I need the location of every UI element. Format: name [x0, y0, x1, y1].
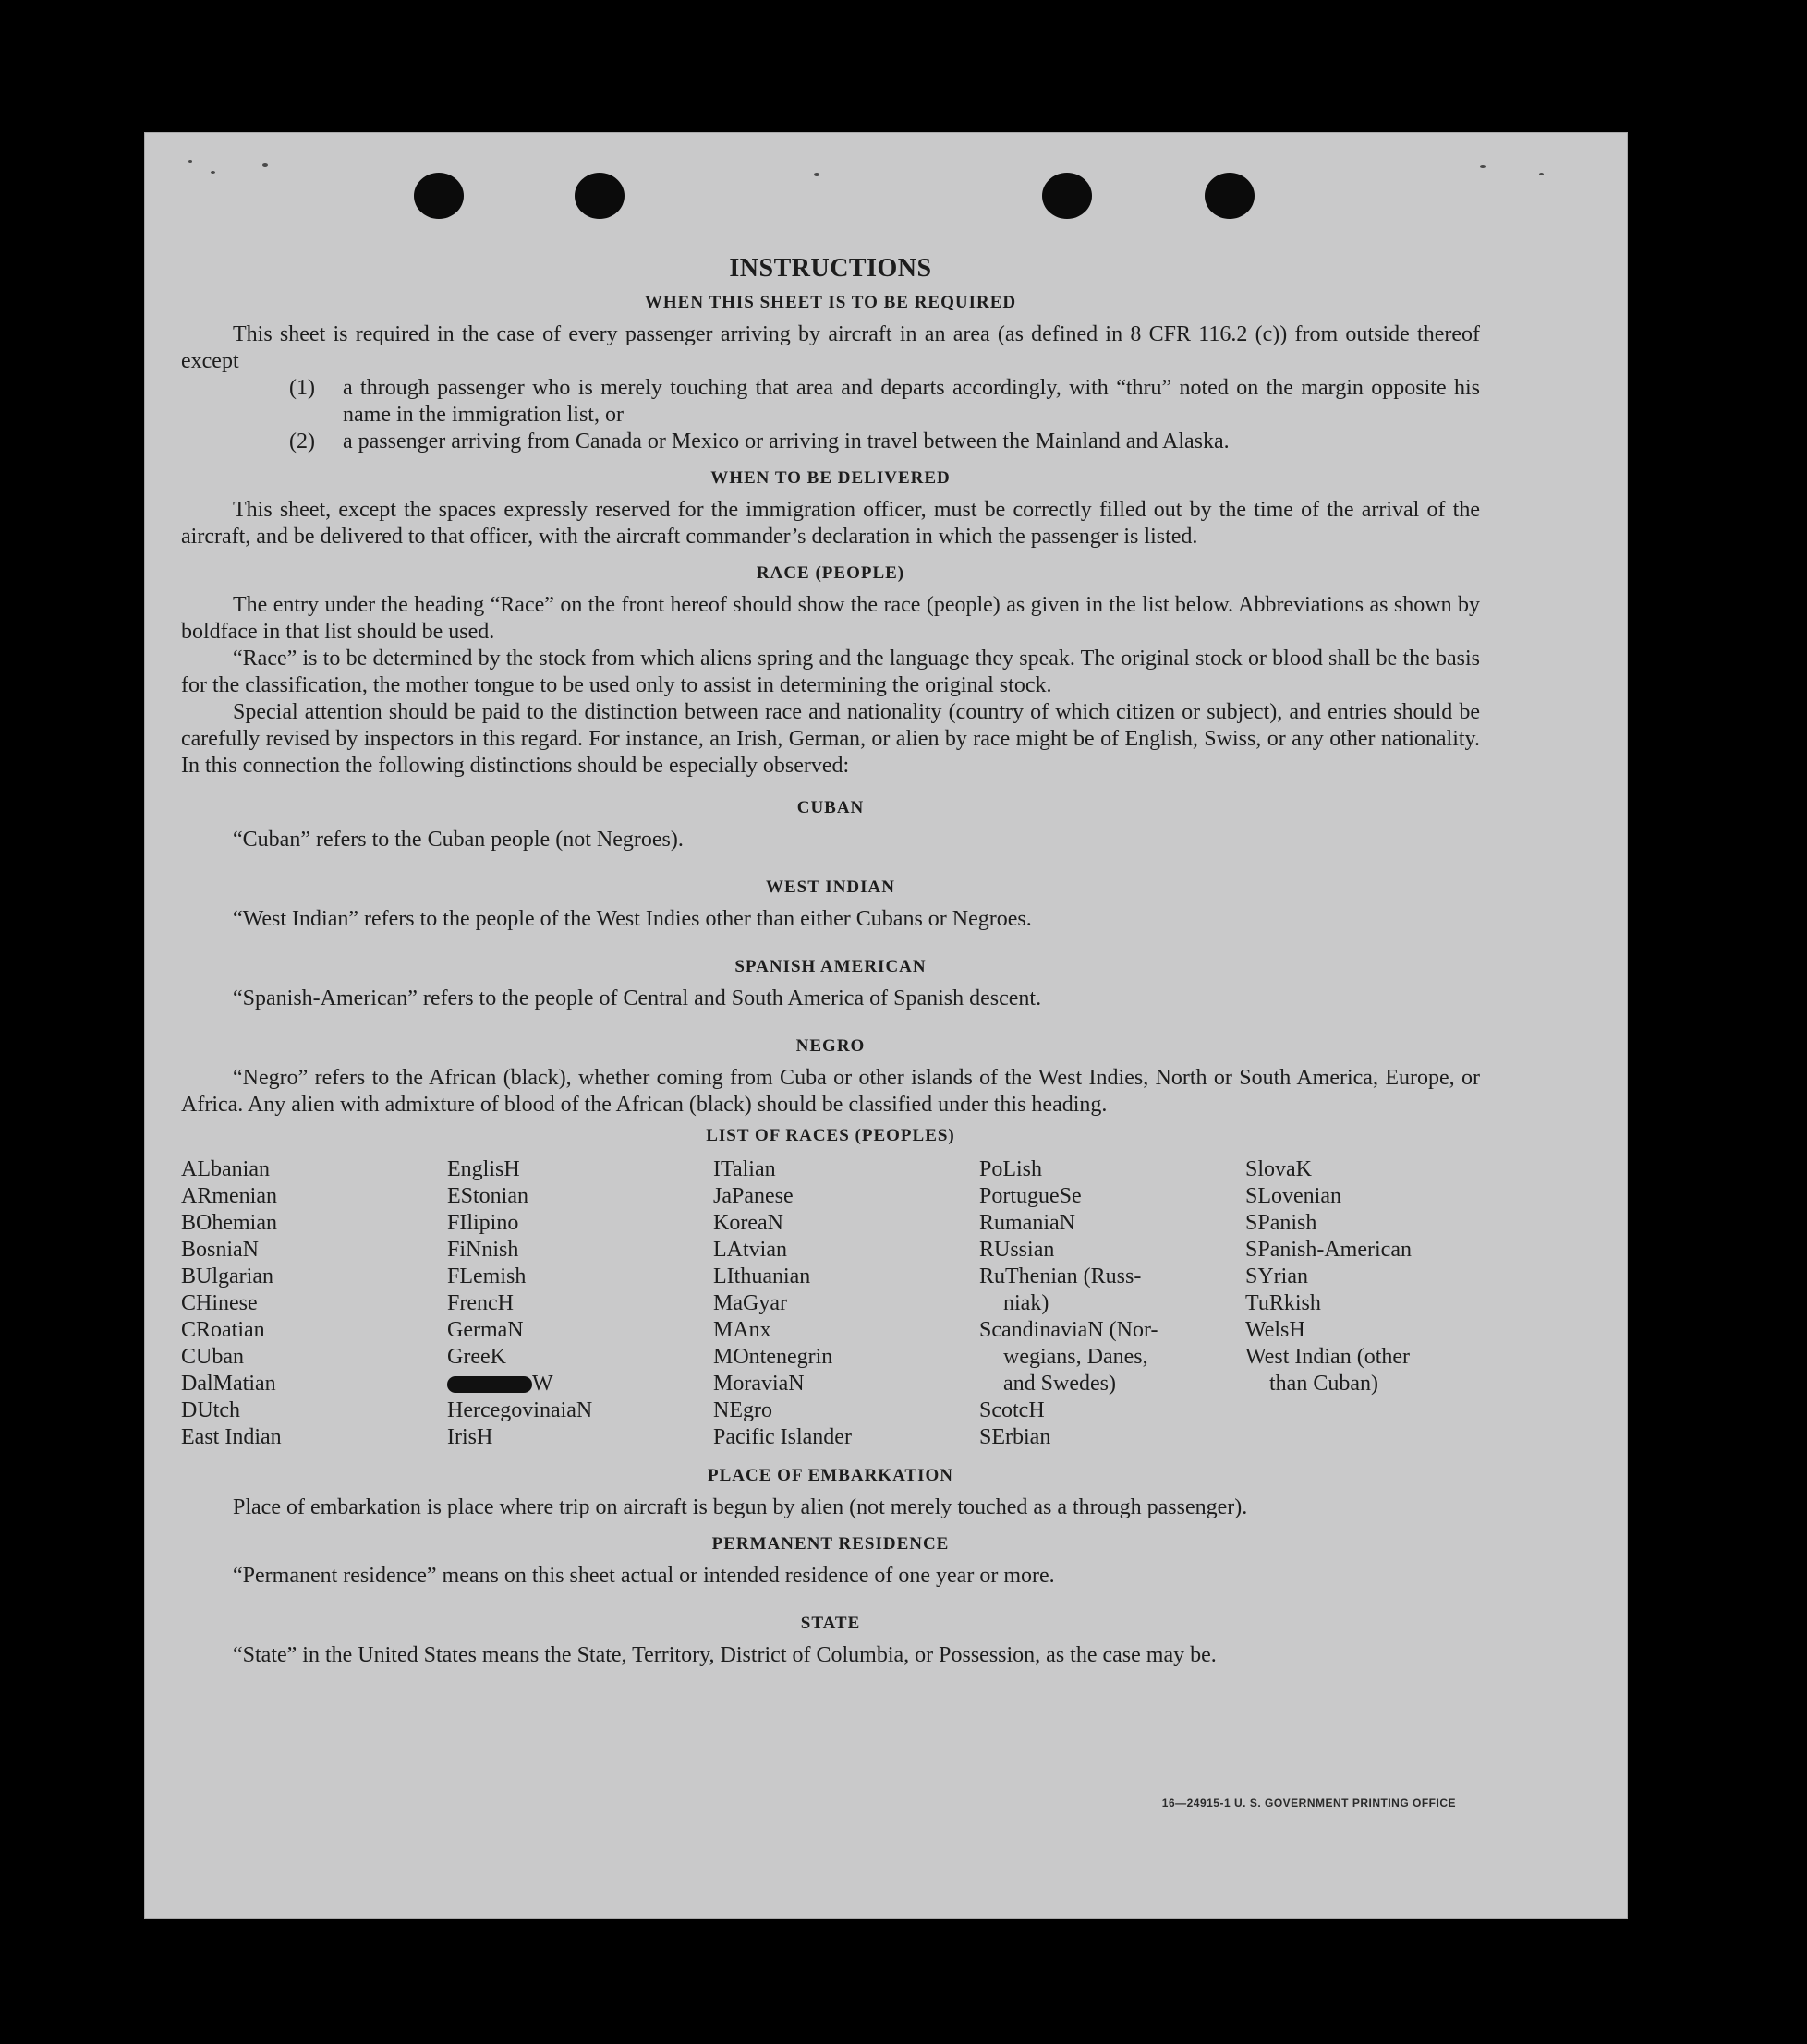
race-entry: SYrian	[1245, 1264, 1308, 1288]
race-entry: GermaN	[447, 1318, 524, 1342]
west-indian-text: “West Indian” refers to the people of the West Indies other than either Cubans or Negroes.	[233, 907, 1032, 931]
race-entry: JaPanese	[713, 1184, 794, 1208]
races-column-5	[1245, 1156, 1480, 1451]
races-column-3	[713, 1156, 979, 1451]
race-entry: HercegovinaiaN	[447, 1398, 593, 1422]
race-entry: SPanish-American	[1245, 1238, 1412, 1262]
exception-item-1: (1) a through passenger who is merely touching that area and departs accordingly, with “thru” noted on the margin opposite his name in the immigration list, or	[289, 376, 1480, 427]
heading-embarkation: PLACE OF EMBARKATION	[708, 1466, 953, 1485]
race-entry: ARmenian	[181, 1184, 277, 1208]
race-entry: ALbanian	[181, 1157, 270, 1181]
race-entry: BosniaN	[181, 1238, 259, 1262]
race-entry: MoraviaN	[713, 1372, 805, 1396]
heading-cuban: CUBAN	[796, 798, 865, 817]
race-entry: PoLish	[979, 1157, 1043, 1181]
heading-negro: NEGRO	[795, 1036, 866, 1056]
race-entry: KoreaN	[713, 1211, 783, 1235]
redaction-mark	[447, 1376, 532, 1393]
races-column-2	[447, 1156, 713, 1451]
cuban-text: “Cuban” refers to the Cuban people (not Negroes).	[233, 828, 684, 852]
heading-state: STATE	[800, 1614, 861, 1633]
race-entry: West Indian (other	[1245, 1345, 1411, 1369]
race-entry: NEgro	[713, 1398, 772, 1422]
race-entry-redacted: W	[447, 1371, 713, 1397]
race-entry: BUlgarian	[181, 1264, 273, 1288]
race-entry: SLovenian	[1245, 1184, 1341, 1208]
heading-when-delivered: WHEN TO BE DELIVERED	[710, 468, 951, 488]
race-paragraph-1: The entry under the heading “Race” on the front hereof should show the race (people) as given in the list below. Abbreviations as shown by boldface in that list should be used.	[181, 593, 1480, 644]
race-entry: DalMatian	[181, 1372, 276, 1396]
race-entry: BOhemian	[181, 1211, 277, 1235]
race-entry-continued: than Cuban)	[1269, 1372, 1378, 1396]
races-column-4	[979, 1156, 1245, 1451]
race-entry: EStonian	[447, 1184, 528, 1208]
instructions-body	[181, 255, 1480, 1669]
punch-hole	[575, 173, 625, 219]
permanent-residence-text: “Permanent residence” means on this sheet actual or intended residence of one year or more.	[233, 1564, 1055, 1588]
race-entry: FIlipino	[447, 1211, 519, 1235]
race-entry: SErbian	[979, 1425, 1051, 1449]
heading-list-of-races: LIST OF RACES (PEOPLES)	[706, 1126, 955, 1145]
race-entry: CUban	[181, 1345, 244, 1369]
embarkation-text: Place of embarkation is place where trip on aircraft is begun by alien (not merely touched as a through passenger).	[233, 1495, 1248, 1519]
race-entry-continued: wegians, Danes,	[1003, 1345, 1148, 1369]
race-entry: ScandinaviaN (Nor-	[979, 1318, 1158, 1342]
punch-hole	[414, 173, 464, 219]
race-entry: ScotcH	[979, 1398, 1045, 1422]
race-paragraph-3: Special attention should be paid to the distinction between race and nationality (country of which citizen or subject), and entries should be carefully revised by inspectors in this regard. For instance, an Irish, German, or alien by race might be of English, Swiss, or any other nationality. In this connection the following distinctions should be especially observed:	[181, 700, 1480, 778]
heading-spanish-american: SPANISH AMERICAN	[734, 957, 927, 976]
race-entry: Pacific Islander	[713, 1425, 852, 1449]
race-entry: SPanish	[1245, 1211, 1317, 1235]
race-entry: MOntenegrin	[713, 1345, 833, 1369]
race-entry: FrencH	[447, 1291, 514, 1315]
races-column-1	[181, 1156, 447, 1451]
race-entry: CHinese	[181, 1291, 258, 1315]
negro-text: “Negro” refers to the African (black), whether coming from Cuba or other islands of the West Indies, North or South America, Europe, or Africa. Any alien with admixture of blood of the African (black) should be classified under this heading.	[181, 1066, 1480, 1117]
race-entry: GreeK	[447, 1345, 506, 1369]
race-entry: ITalian	[713, 1157, 776, 1181]
race-entry: FLemish	[447, 1264, 527, 1288]
race-entry: LAtvian	[713, 1238, 787, 1262]
race-entry: FiNnish	[447, 1238, 519, 1262]
race-entry: EnglisH	[447, 1157, 520, 1181]
race-entry: East Indian	[181, 1425, 282, 1449]
exception-item-2: (2) a passenger arriving from Canada or Mexico or arriving in travel between the Mainland and Alaska.	[289, 429, 1230, 454]
document-sheet	[144, 132, 1628, 1919]
race-entry: RUssian	[979, 1238, 1055, 1262]
race-entry: CRoatian	[181, 1318, 265, 1342]
race-entry: PortugueSe	[979, 1184, 1082, 1208]
races-list	[181, 1156, 1480, 1451]
heading-when-required: WHEN THIS SHEET IS TO BE REQUIRED	[644, 293, 1017, 312]
race-entry: RumaniaN	[979, 1211, 1075, 1235]
race-entry: TuRkish	[1245, 1291, 1321, 1315]
race-entry: DUtch	[181, 1398, 240, 1422]
race-entry: LIthuanian	[713, 1264, 811, 1288]
punch-hole	[1205, 173, 1255, 219]
print-code: 16—24915-1 U. S. GOVERNMENT PRINTING OFFICE	[1161, 1796, 1456, 1809]
race-entry: WelsH	[1245, 1318, 1305, 1342]
race-entry: RuThenian (Russ-	[979, 1264, 1142, 1288]
heading-permanent-residence: PERMANENT RESIDENCE	[711, 1534, 950, 1554]
race-entry-continued: and Swedes)	[1003, 1372, 1116, 1396]
race-entry: IrisH	[447, 1425, 493, 1449]
spanish-american-text: “Spanish-American” refers to the people of Central and South America of Spanish descent.	[233, 986, 1042, 1010]
page-title: INSTRUCTIONS	[729, 254, 932, 283]
punch-hole	[1042, 173, 1092, 219]
heading-race: RACE (PEOPLE)	[756, 563, 905, 583]
race-entry: MAnx	[713, 1318, 771, 1342]
race-paragraph-2: “Race” is to be determined by the stock from which aliens spring and the language they speak. The original stock or blood shall be the basis for the classification, the mother tongue to be used only to assist in determining the original stock.	[181, 647, 1480, 697]
race-entry-continued: niak)	[1003, 1291, 1049, 1315]
state-text: “State” in the United States means the State, Territory, District of Columbia, or Possession, as the case may be.	[233, 1643, 1217, 1667]
when-required-intro: This sheet is required in the case of every passenger arriving by aircraft in an area (as defined in 8 CFR 116.2 (c)) from outside thereof except	[181, 322, 1480, 373]
when-delivered-text: This sheet, except the spaces expressly reserved for the immigration officer, must be correctly filled out by the time of the arrival of the aircraft, and be delivered to that officer, with the aircraft commander’s declaration in which the passenger is listed.	[181, 498, 1480, 549]
race-entry: SlovaK	[1245, 1157, 1312, 1181]
race-entry: MaGyar	[713, 1291, 787, 1315]
heading-west-indian: WEST INDIAN	[766, 877, 895, 897]
